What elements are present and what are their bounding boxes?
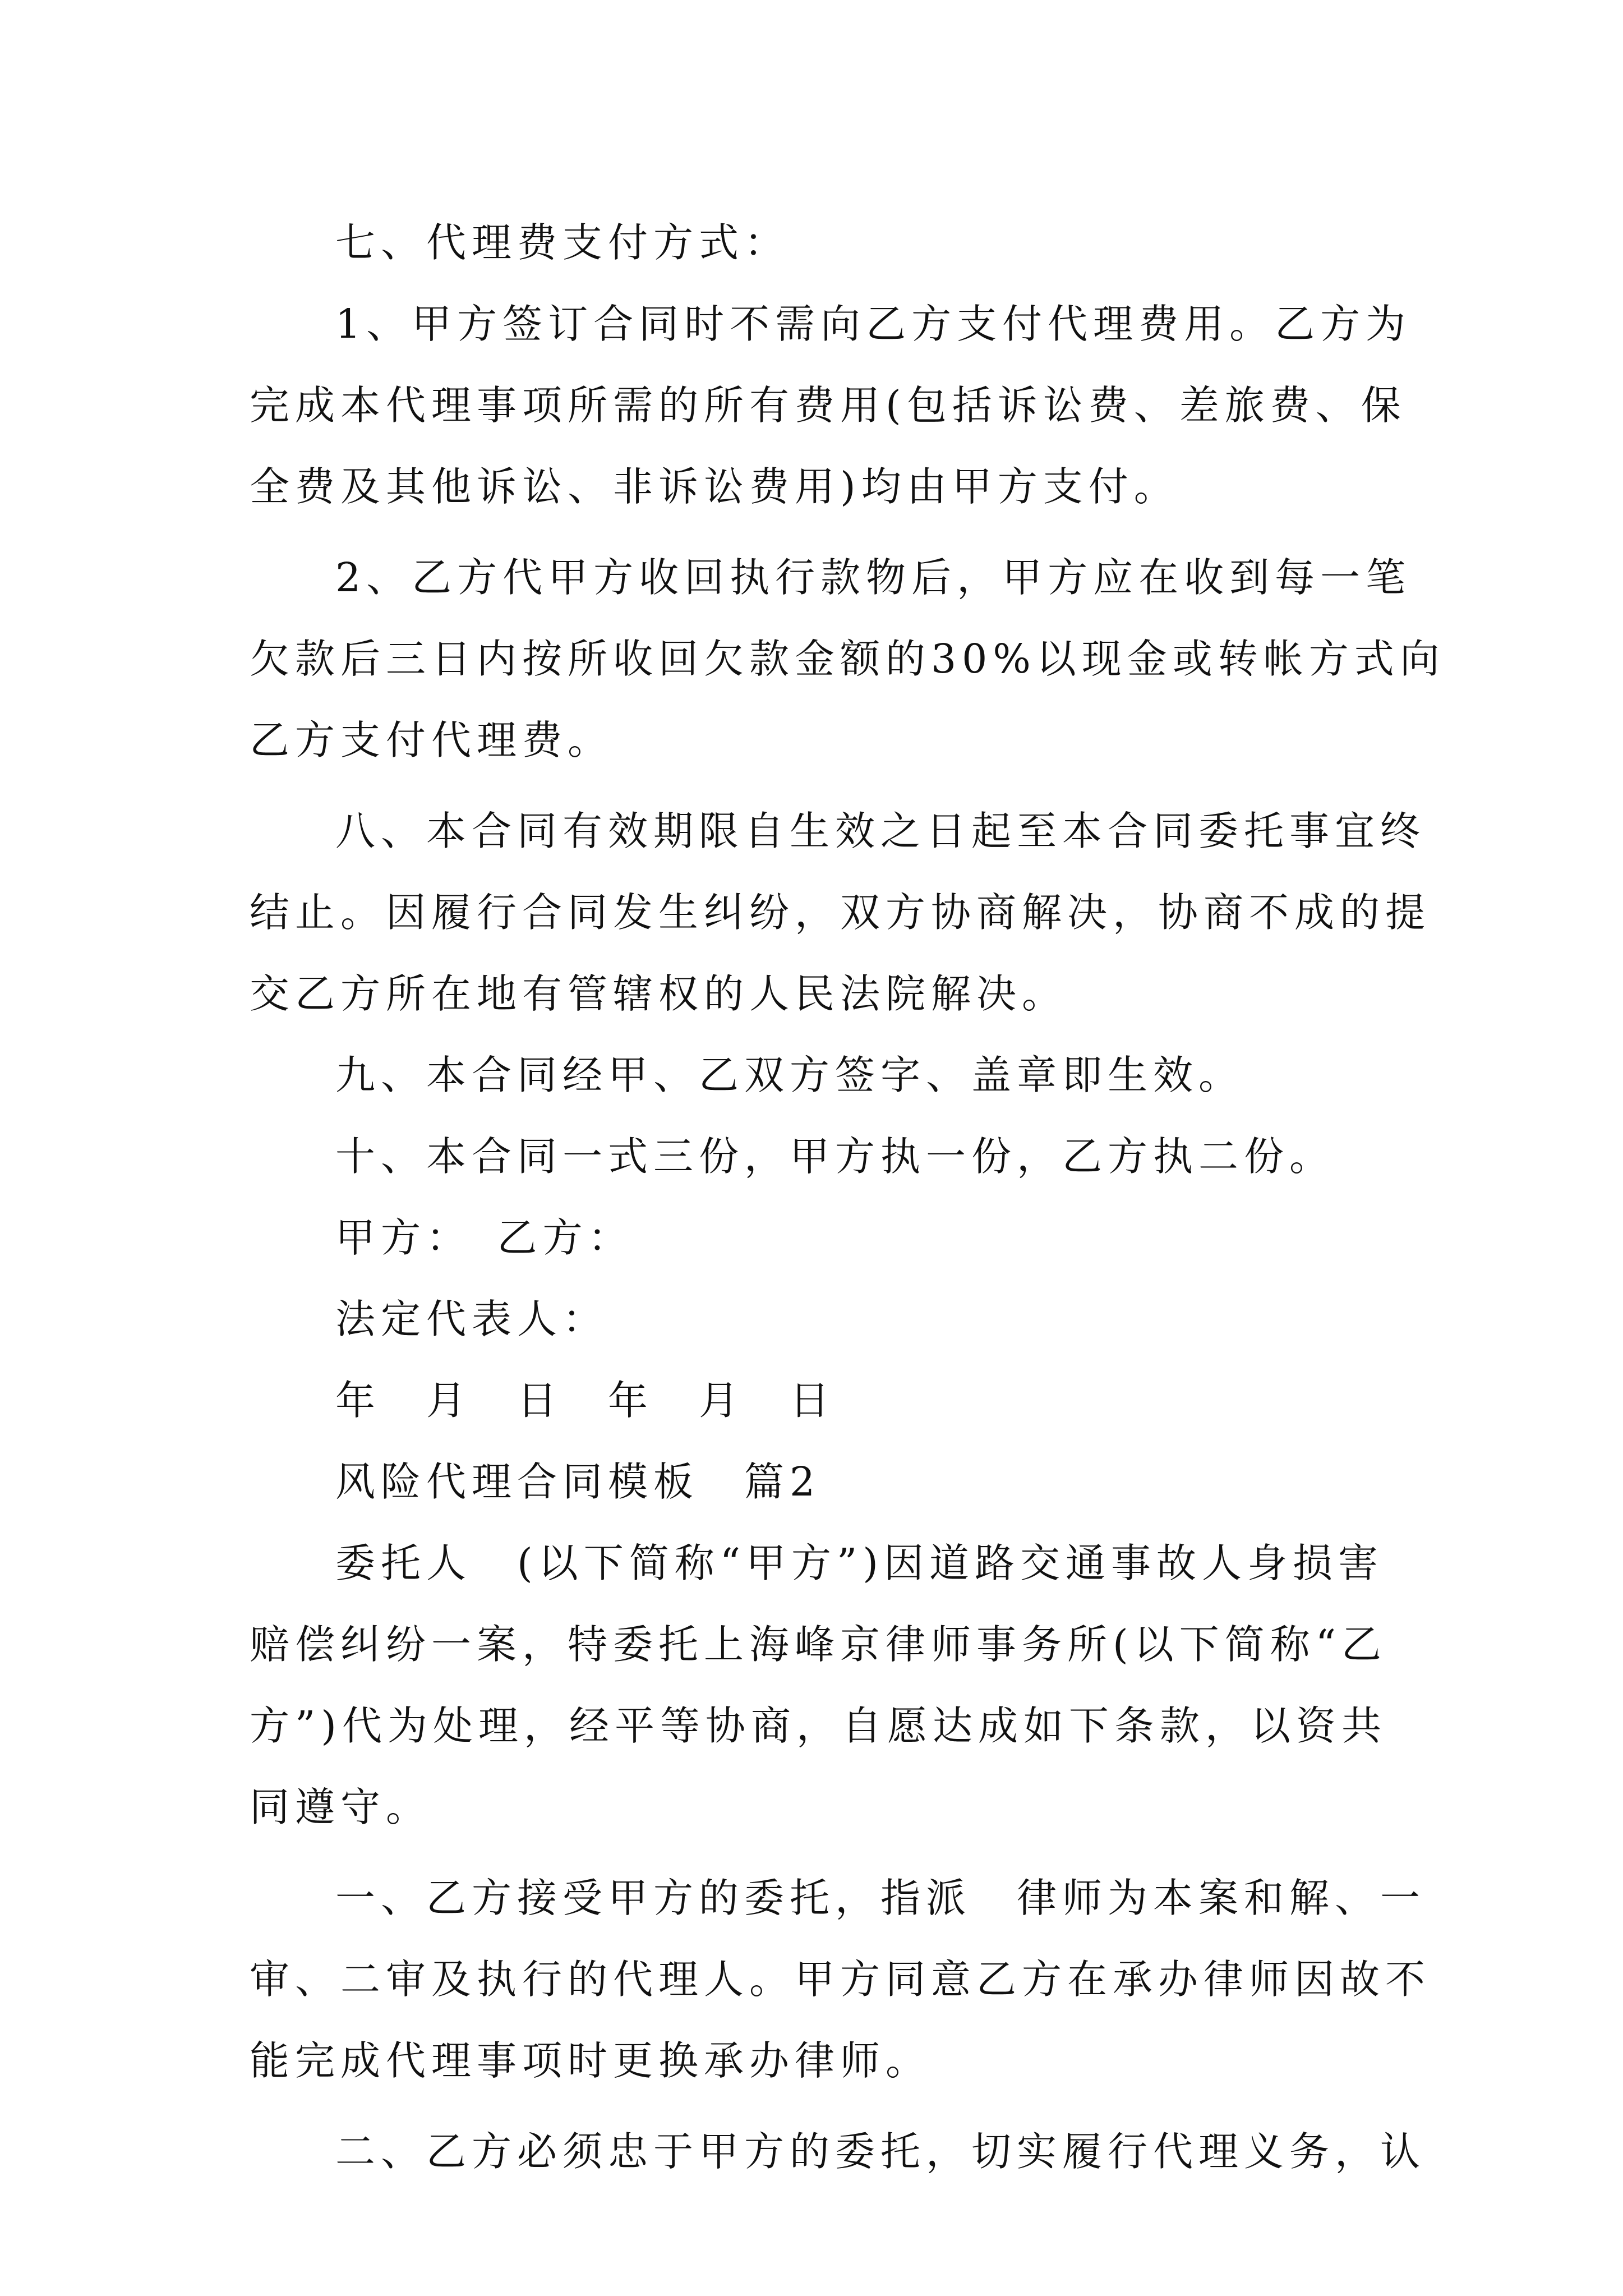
legal-representative: 法定代表人： xyxy=(335,1296,608,1342)
clause-7-heading: 七、代理费支付方式： xyxy=(335,219,790,266)
clause-7-item-1-line-2: 完成本代理事项所需的所有费用(包括诉讼费、差旅费、保 xyxy=(250,382,1407,429)
preamble-line-4: 同遵守。 xyxy=(250,1784,432,1830)
preamble-line-2: 赔偿纠纷一案，特委托上海峰京律师事务所(以下简称“乙 xyxy=(250,1621,1387,1668)
clause-8-line-3: 交乙方所在地有管辖权的人民法院解决。 xyxy=(250,970,1068,1017)
clause-7-item-1-line-3: 全费及其他诉讼、非诉讼费用)均由甲方支付。 xyxy=(250,463,1179,510)
article-1-line-2: 审、二审及执行的代理人。甲方同意乙方在承办律师因故不 xyxy=(250,1956,1431,2003)
section-title-part-2: 风险代理合同模板 篇2 xyxy=(335,1458,821,1505)
document-body xyxy=(250,202,1445,2192)
clause-10: 十、本合同一式三份，甲方执一份，乙方执二份。 xyxy=(335,1133,1335,1180)
clause-7-item-2-line-1: 2、乙方代甲方收回执行款物后，甲方应在收到每一笔 xyxy=(335,554,1412,601)
clause-7-item-2-line-2: 欠款后三日内按所收回欠款金额的30%以现金或转帐方式向 xyxy=(250,636,1445,682)
signature-dates: 年 月 日 年 月 日 xyxy=(335,1377,836,1424)
clause-8-line-2: 结止。因履行合同发生纠纷，双方协商解决，协商不成的提 xyxy=(250,889,1431,936)
article-2-line-1: 二、乙方必须忠于甲方的委托，切实履行代理义务，认 xyxy=(335,2128,1426,2175)
clause-7-item-1-line-1: 1、甲方签订合同时不需向乙方支付代理费用。乙方为 xyxy=(335,301,1412,347)
signature-parties: 甲方： 乙方： xyxy=(335,1214,634,1261)
clause-8-line-1: 八、本合同有效期限自生效之日起至本合同委托事宜终 xyxy=(335,808,1426,854)
preamble-line-1: 委托人 (以下简称“甲方”)因道路交通事故人身损害 xyxy=(335,1540,1384,1586)
clause-9: 九、本合同经甲、乙双方签字、盖章即生效。 xyxy=(335,1052,1244,1098)
clause-7-item-2-line-3: 乙方支付代理费。 xyxy=(250,717,614,763)
article-1-line-1: 一、乙方接受甲方的委托，指派 律师为本案和解、一 xyxy=(335,1875,1426,1921)
article-1-line-3: 能完成代理事项时更换承办律师。 xyxy=(250,2037,932,2084)
preamble-line-3: 方”)代为处理，经平等协商，自愿达成如下条款，以资共 xyxy=(250,1703,1387,1749)
